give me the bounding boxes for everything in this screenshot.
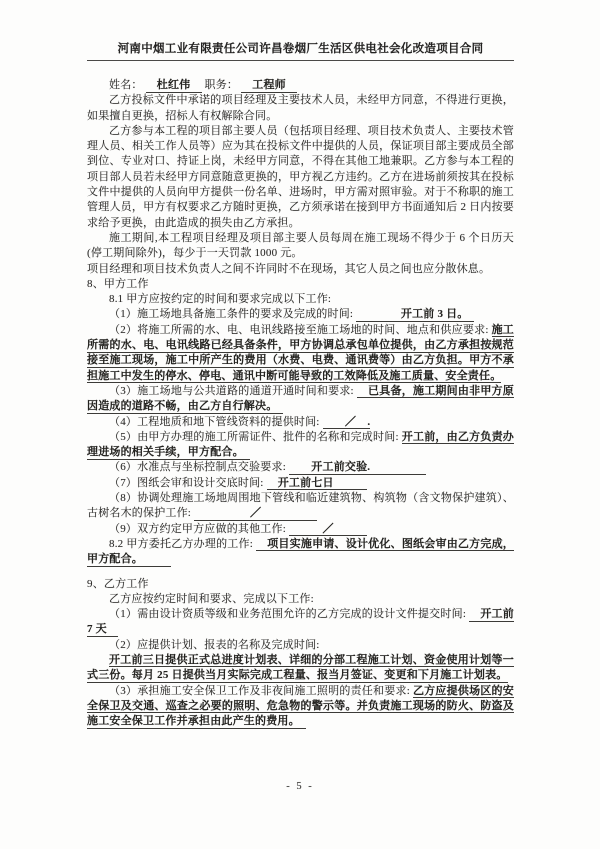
item-9-3 [87, 684, 514, 730]
fill-in-value: 开工前 3 日。 [356, 308, 475, 321]
item-8-1-1 [87, 307, 514, 322]
text-run: （3）施工场地与公共道路的通道开通时间和要求: [109, 384, 357, 397]
fill-in-value: ／ [194, 507, 318, 520]
document-content [87, 40, 514, 729]
text-run: （6）水准点与坐标控制点交验要求: [109, 461, 289, 474]
para-9-2-plan [87, 653, 514, 684]
text-run: 施工期间,本工程项目经理及项目部主要人员每周在施工现场不得少于 6 个日历天(停工期间除外)，每少于一天罚款 1000 元。 [87, 231, 514, 260]
line-9-intro [87, 592, 514, 607]
item-8-1-5 [87, 430, 514, 461]
text-run: 乙方参与本工程的项目部主要人员（包括项目经理、项目技术负责人、主要技术管理人员、相关工作人员等）应为其在投标文件中提供的人员，保证项目部主要成员全部到位、专业对口、持证上岗，未经甲方同意，不得在其他工地兼职。乙方参与本工程的项目部人员若未经甲方同意随意更换的，甲方视乙方违约。乙方在进场前须按其在投标文件中提供的人员向甲方提供一份名单、进场时，甲方需对照审验。对于不称职的施工管理人员，甲方有权要求乙方随时更换，乙方须承诺在接到甲方书面通知后 2 日内按要求给予更换，由此造成的损失由乙方承担。 [87, 124, 514, 229]
fill-in-value: 工程师 [241, 79, 298, 91]
item-8-1-3 [87, 384, 514, 415]
fill-in-value: 项目实施申请、设计优化、图纸会审由乙方完成，甲方配合。 [87, 537, 514, 566]
document-body [87, 78, 514, 729]
item-8-2 [87, 537, 514, 568]
item-8-1-4 [87, 415, 514, 430]
text-run: 8.2 甲方委托乙方办理的工作: [109, 537, 256, 550]
text-run: （9）双方约定甲方应做的其他工作: [109, 522, 289, 535]
text-run: （5）由甲方办理的施工所需证件、批件的名称和完成时间: [109, 430, 402, 443]
text-run: 职务： [201, 79, 242, 91]
para-site-presence [87, 231, 514, 262]
item-8-1-9 [87, 522, 514, 537]
para-project-team [87, 124, 514, 231]
text-run: 项目经理和项目技术负责人之间不许同时不在现场，其它人员之间也应分散休息。 [87, 262, 491, 275]
text-run: （1）需由设计资质等级和业务范围允许的乙方完成的设计文件提交时间: [109, 608, 470, 621]
item-8-1-7 [87, 476, 514, 491]
text-run: （2）应提供计划、报表的名称及完成时间: [109, 638, 320, 651]
line-manager-rotation [87, 262, 514, 277]
fill-in-value: 施工所需的水、电、电讯线路已经具备条件，甲方协调总承包单位提供，由乙方承担按规范接至施工现场，施工中所产生的费用（水费、电费、通讯费等）由乙方负担。甲方不承担施工中发生的停水、停电、通讯中断可能导致的工效降低及施工质量、安全责任。 [87, 323, 514, 382]
document-title: 河南中烟工业有限责任公司许昌卷烟厂生活区供电社会化改造项目合同 [87, 40, 514, 61]
page-number: - 5 - [286, 781, 314, 792]
fill-in-value: 杜红伟 [145, 79, 202, 91]
item-9-2 [87, 638, 514, 653]
text-run: 8.1 甲方应按约定的时间和要求完成以下工作: [109, 293, 332, 306]
text-run: （7）图纸会审和设计交底时间: [109, 476, 267, 489]
fill-in-value: 已具备，施工期间由非甲方原因造成的道路不畅，由乙方自行解决。 [87, 384, 514, 413]
name-title-line [87, 78, 514, 93]
fill-in-value: ／ . [322, 415, 371, 428]
text-run: （1）施工场地具备施工条件的要求及完成的时间: [109, 308, 357, 321]
text-run: （8）协调处理施工场地周围地下管线和临近建筑物、构筑物（含文物保护建筑）、古树名木的保护工作: [87, 492, 514, 520]
fill-in-value: 乙方应提供场区的安全保卫及交通、巡查之必要的照明、危急物的警示等。并负责施工现场的防火、防盗及施工安全保卫工作并承担由此产生的费用。 [87, 684, 514, 728]
text-run: 9、乙方工作 [87, 577, 149, 590]
item-9-1 [87, 607, 514, 638]
text-run: 8、甲方工作 [87, 277, 149, 290]
text-run: （3）承担施工安全保卫工作及非夜间施工照明的责任和要求: [109, 684, 413, 697]
item-8-1-8 [87, 491, 514, 522]
text-run: （2）将施工所需的水、电、电讯线路接至施工场地的时间、地点和供应要求: [109, 323, 492, 336]
text-run: （4）工程地质和地下管线资料的提供时间: [109, 415, 323, 428]
fill-in-value: 开工前七日 [266, 476, 368, 489]
fill-in-value: 开工前 7 天 [87, 608, 514, 636]
para-personnel-commitment [87, 93, 514, 124]
line-8-1 [87, 292, 514, 307]
heading-section-9 [87, 577, 514, 592]
fill-in-value: 开工前，由乙方负责办理进场的相关手续，甲方配合。 [87, 430, 515, 459]
text-run: 乙方应按约定时间和要求、完成以下工作: [109, 592, 314, 605]
fill-in-value: 开工前三日提供正式总进度计划表、详细的分部工程施工计划、资金使用计划等一式三份。每月 25 日提供当月实际完成工程量、报当月签证、变更和下月施工计划表。 [87, 653, 514, 682]
text-run: 姓名： [109, 79, 146, 91]
item-8-1-6 [87, 460, 514, 475]
fill-in-value: ／ [288, 522, 368, 535]
item-8-1-2 [87, 323, 514, 384]
heading-section-8 [87, 277, 514, 292]
text-run: 乙方投标文件中承诺的项目经理及主要技术人员，未经甲方同意，不得进行更换，如果擅自更换，招标人有权解除合同。 [87, 94, 514, 122]
fill-in-value: 开工前交验. [288, 461, 427, 474]
